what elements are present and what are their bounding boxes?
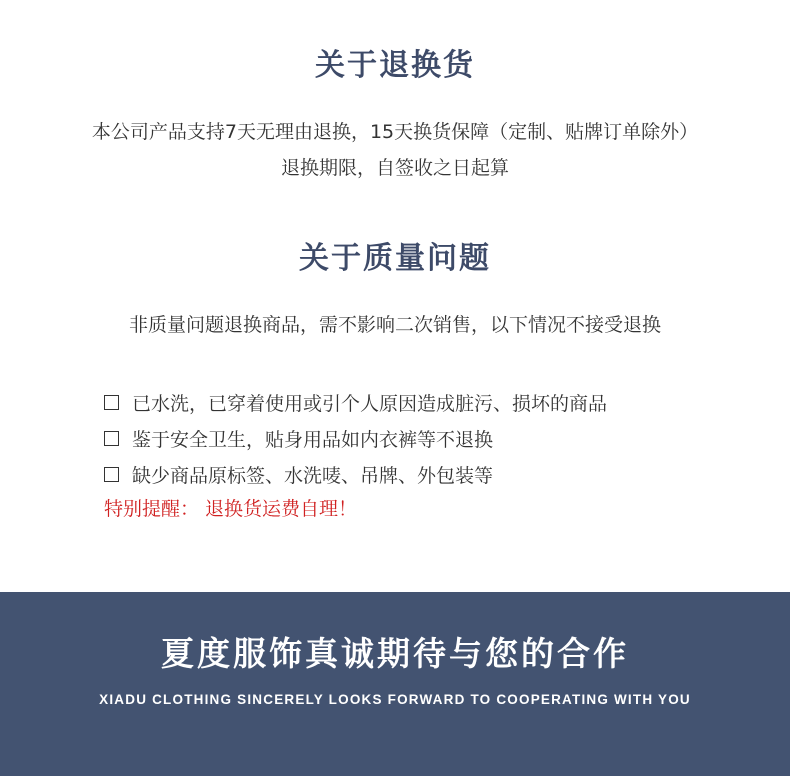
shipping-reminder: 特别提醒： 退换货运费自理！ xyxy=(104,498,358,520)
exclusion-item xyxy=(104,456,607,492)
checkbox-icon xyxy=(104,431,119,446)
checkbox-icon xyxy=(104,395,119,410)
exclusion-list xyxy=(104,384,607,492)
banner-title: 夏度服饰真诚期待与您的合作 xyxy=(161,634,629,673)
cooperation-banner xyxy=(0,592,790,776)
exclusion-item xyxy=(104,384,607,420)
exclusion-item-text: 已水洗，已穿着使用或引个人原因造成脏污、损坏的商品 xyxy=(132,392,608,415)
quality-intro: 非质量问题退换商品，需不影响二次销售，以下情况不接受退换 xyxy=(128,314,661,336)
return-policy-line-2: 退换期限，自签收之日起算 xyxy=(280,157,509,179)
return-section-title: 关于退换货 xyxy=(315,48,475,83)
return-policy-line-1: 本公司产品支持7天无理由退换，15天换货保障（定制、贴牌订单除外） xyxy=(91,121,699,143)
exclusion-item-text: 缺少商品原标签、水洗唛、吊牌、外包装等 xyxy=(132,464,494,487)
checkbox-icon xyxy=(104,467,119,482)
exclusion-item xyxy=(104,420,607,456)
banner-subtitle: XIADU CLOTHING SINCERELY LOOKS FORWARD TO COOPERATING WITH YOU xyxy=(99,692,691,707)
quality-section-title: 关于质量问题 xyxy=(299,241,491,276)
exclusion-item-text: 鉴于安全卫生，贴身用品如内衣裤等不退换 xyxy=(132,428,494,451)
